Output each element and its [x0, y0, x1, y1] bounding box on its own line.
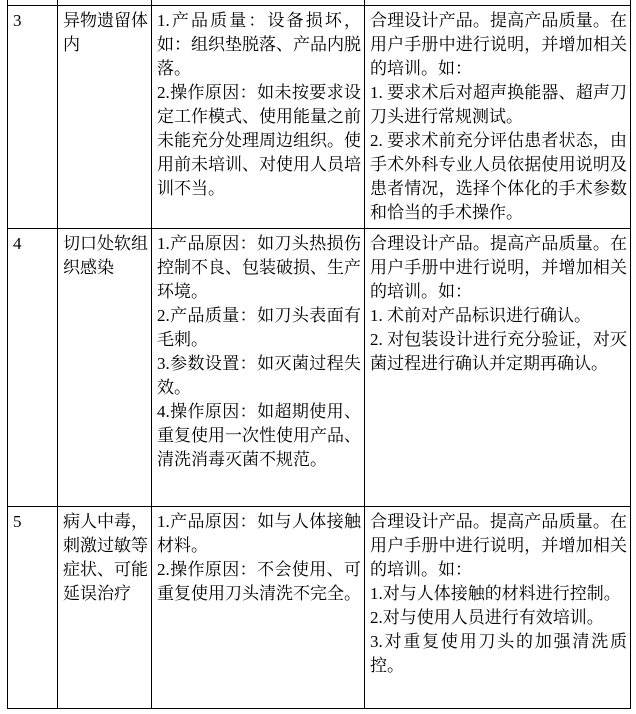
table-row	[8, 507, 631, 709]
measure-paragraph: 2.对与使用人员进行有效培训。	[370, 608, 604, 627]
measures-cell	[365, 229, 631, 507]
cause-paragraph: 1.产品原因：如刀头热损伤控制不良、包装破损、生产环境。	[157, 234, 361, 301]
row-number: 5	[13, 512, 22, 531]
cause-paragraph: 3.参数设置：如灭菌过程失效。	[157, 354, 361, 397]
row-number: 4	[13, 234, 22, 253]
measure-paragraph: 合理设计产品。提高产品质量。在用户手册中进行说明，并增加相关的培训。如：	[370, 512, 627, 579]
cause-paragraph: 1.产品原因：如与人体接触材料。	[157, 512, 361, 555]
hazard-text: 病人中毒，刺激过敏等症状、可能延误治疗	[63, 512, 148, 603]
hazard-text: 异物遗留体内	[63, 11, 148, 54]
hazard-cell	[58, 6, 152, 229]
measure-paragraph: 1. 要求术后对超声换能器、超声刀刀头进行常规测试。	[370, 83, 627, 126]
hazard-cell	[58, 507, 152, 709]
measure-paragraph: 2. 要求术前充分评估患者状态，由手术外科专业人员依据使用说明及患者情况，选择个体化的手术参数和恰当的手术操作。	[370, 131, 627, 222]
cause-paragraph: 2.操作原因：如未按要求设定工作模式、使用能量之前未能充分处理周边组织。使用前未培训、对使用人员培训不当。	[157, 83, 361, 198]
cause-paragraph: 2.操作原因：不会使用、可重复使用刀头清洗不完全。	[157, 560, 361, 603]
hazard-cell	[58, 229, 152, 507]
measure-paragraph: 1.对与人体接触的材料进行控制。	[370, 584, 621, 603]
cause-paragraph: 4.操作原因：如超期使用、重复使用一次性使用产品、清洗消毒灭菌不规范。	[157, 402, 361, 469]
measures-text	[370, 9, 627, 225]
cause-paragraph: 2.产品质量：如刀头表面有毛刺。	[157, 306, 361, 349]
causes-text	[157, 9, 361, 201]
hazard-text: 切口处软组织感染	[63, 234, 148, 277]
risk-table-body	[8, 0, 631, 709]
causes-text	[157, 232, 361, 472]
row-number: 3	[13, 11, 22, 30]
table-row	[8, 229, 631, 507]
measures-cell	[365, 507, 631, 709]
measure-paragraph: 3.对重复使用刀头的加强清洗质控。	[370, 632, 627, 675]
row-number-cell	[8, 6, 58, 229]
row-number-cell	[8, 229, 58, 507]
table-row	[8, 6, 631, 229]
measures-text	[370, 232, 627, 376]
row-number-cell	[8, 507, 58, 709]
measures-cell	[365, 6, 631, 229]
causes-cell	[152, 229, 365, 507]
measure-paragraph: 2. 对包装设计进行充分验证，对灭菌过程进行确认并定期再确认。	[370, 330, 627, 373]
cause-paragraph: 1.产品质量：设备损坏，如：组织垫脱落、产品内脱落。	[157, 11, 361, 78]
causes-cell	[152, 6, 365, 229]
causes-cell	[152, 507, 365, 709]
measure-paragraph: 1. 术前对产品标识进行确认。	[370, 306, 591, 325]
measure-paragraph: 合理设计产品。提高产品质量。在用户手册中进行说明，并增加相关的培训。如：	[370, 234, 627, 301]
measures-text	[370, 510, 627, 678]
causes-text	[157, 510, 361, 606]
risk-analysis-table	[7, 0, 631, 709]
measure-paragraph: 合理设计产品。提高产品质量。在用户手册中进行说明，并增加相关的培训。如：	[370, 11, 627, 78]
